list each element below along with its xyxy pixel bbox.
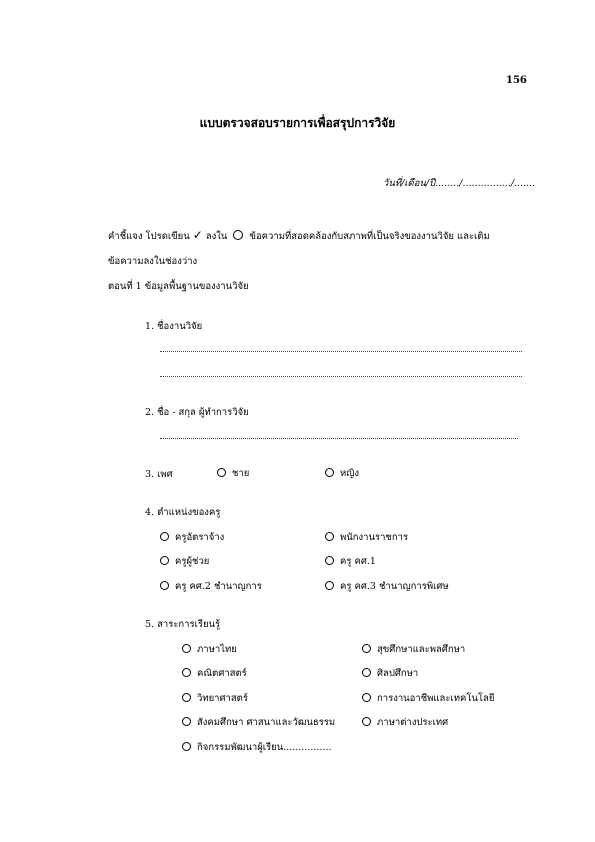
radio-circle-icon [325, 581, 334, 590]
research-title-field[interactable] [160, 351, 522, 352]
radio-circle-icon [160, 556, 169, 565]
radio-circle-icon [182, 742, 191, 751]
radio-circle-icon [233, 230, 243, 240]
subject-option-math[interactable] [182, 666, 247, 681]
option-label: ครู คศ.2 ชำนาญการ [175, 581, 262, 592]
radio-circle-icon [325, 468, 334, 477]
page-number: 156 [506, 75, 527, 86]
date-line: วันที่/เดือน/ปี......../................/....... [383, 178, 536, 189]
subject-option-health-pe[interactable] [362, 642, 465, 657]
document-title: แบบตรวจสอบรายการเพื่อสรุปการวิจัย [199, 116, 396, 130]
radio-circle-icon [325, 556, 334, 565]
position-option-government-employee[interactable] [325, 530, 408, 545]
radio-circle-icon [325, 532, 334, 541]
radio-circle-icon [160, 532, 169, 541]
radio-circle-icon [362, 693, 371, 702]
question-2-label: 2. ชื่อ - สกุล ผู้ทำการวิจัย [145, 407, 249, 418]
researcher-name-field[interactable] [160, 438, 518, 439]
position-option-assistant-teacher[interactable] [160, 554, 209, 569]
question-4-label: 4. ตำแหน่งของครู [145, 507, 221, 518]
position-option-contract-teacher[interactable] [160, 530, 224, 545]
subject-option-art[interactable] [362, 666, 418, 681]
check-mark-icon: ✓ [192, 228, 203, 242]
option-label: ภาษาต่างประเทศ [377, 717, 449, 728]
instruction-line-2: ข้อความลงในช่องว่าง [108, 256, 198, 267]
radio-circle-icon [160, 581, 169, 590]
instruction-text-2: ลงใน [205, 231, 228, 242]
section-title: ตอนที่ 1 ข้อมูลพื้นฐานของงานวิจัย [108, 281, 249, 292]
option-label: ชาย [232, 468, 250, 479]
option-label: ครูอัตราจ้าง [175, 532, 225, 543]
radio-circle-icon [362, 644, 371, 653]
position-option-kso-3[interactable] [325, 579, 449, 594]
radio-circle-icon [217, 468, 226, 477]
option-label: สังคมศึกษา ศาสนาและวัฒนธรรม [197, 717, 336, 728]
option-label: ภาษาไทย [197, 644, 237, 655]
gender-option-male[interactable] [217, 466, 249, 481]
option-label: กิจกรรมพัฒนาผู้เรียน................ [197, 742, 332, 753]
option-label: พนักงานราชการ [340, 532, 409, 543]
subject-option-social-studies[interactable] [182, 715, 335, 730]
question-3-label: 3. เพศ [145, 469, 173, 480]
option-label: ครู คศ.1 [340, 556, 376, 567]
radio-circle-icon [182, 644, 191, 653]
question-5-label: 5. สาระการเรียนรู้ [145, 619, 221, 630]
subject-option-science[interactable] [182, 691, 248, 706]
option-label: การงานอาชีพและเทคโนโลยี [377, 693, 495, 704]
option-label: คณิตศาสตร์ [197, 668, 247, 679]
option-label: ครูผู้ช่วย [175, 556, 210, 567]
option-label: ครู คศ.3 ชำนาญการพิเศษ [340, 581, 449, 592]
subject-option-career-tech[interactable] [362, 691, 494, 706]
instruction-line-1 [108, 228, 490, 244]
gender-option-female[interactable] [325, 466, 359, 481]
question-1-label: 1. ชื่องานวิจัย [145, 321, 203, 332]
radio-circle-icon [182, 717, 191, 726]
subject-option-foreign-language[interactable] [362, 715, 448, 730]
radio-circle-icon [182, 668, 191, 677]
position-option-kso-2[interactable] [160, 579, 262, 594]
option-label: วิทยาศาสตร์ [197, 693, 248, 704]
instruction-text-1: คำชี้แจง โปรดเขียน [108, 231, 190, 242]
option-label: สุขศึกษาและพลศึกษา [377, 644, 466, 655]
option-label: หญิง [340, 468, 359, 479]
subject-option-thai[interactable] [182, 642, 237, 657]
radio-circle-icon [182, 693, 191, 702]
subject-option-learner-activities[interactable] [182, 740, 332, 755]
instruction-text-3: ข้อความที่สอดคล้องกับสภาพที่เป็นจริงของงานวิจัย และเติม [249, 231, 490, 242]
option-label: ศิลปศึกษา [377, 668, 419, 679]
radio-circle-icon [362, 668, 371, 677]
research-title-field-line-2[interactable] [160, 376, 522, 377]
radio-circle-icon [362, 717, 371, 726]
position-option-kso-1[interactable] [325, 554, 376, 569]
